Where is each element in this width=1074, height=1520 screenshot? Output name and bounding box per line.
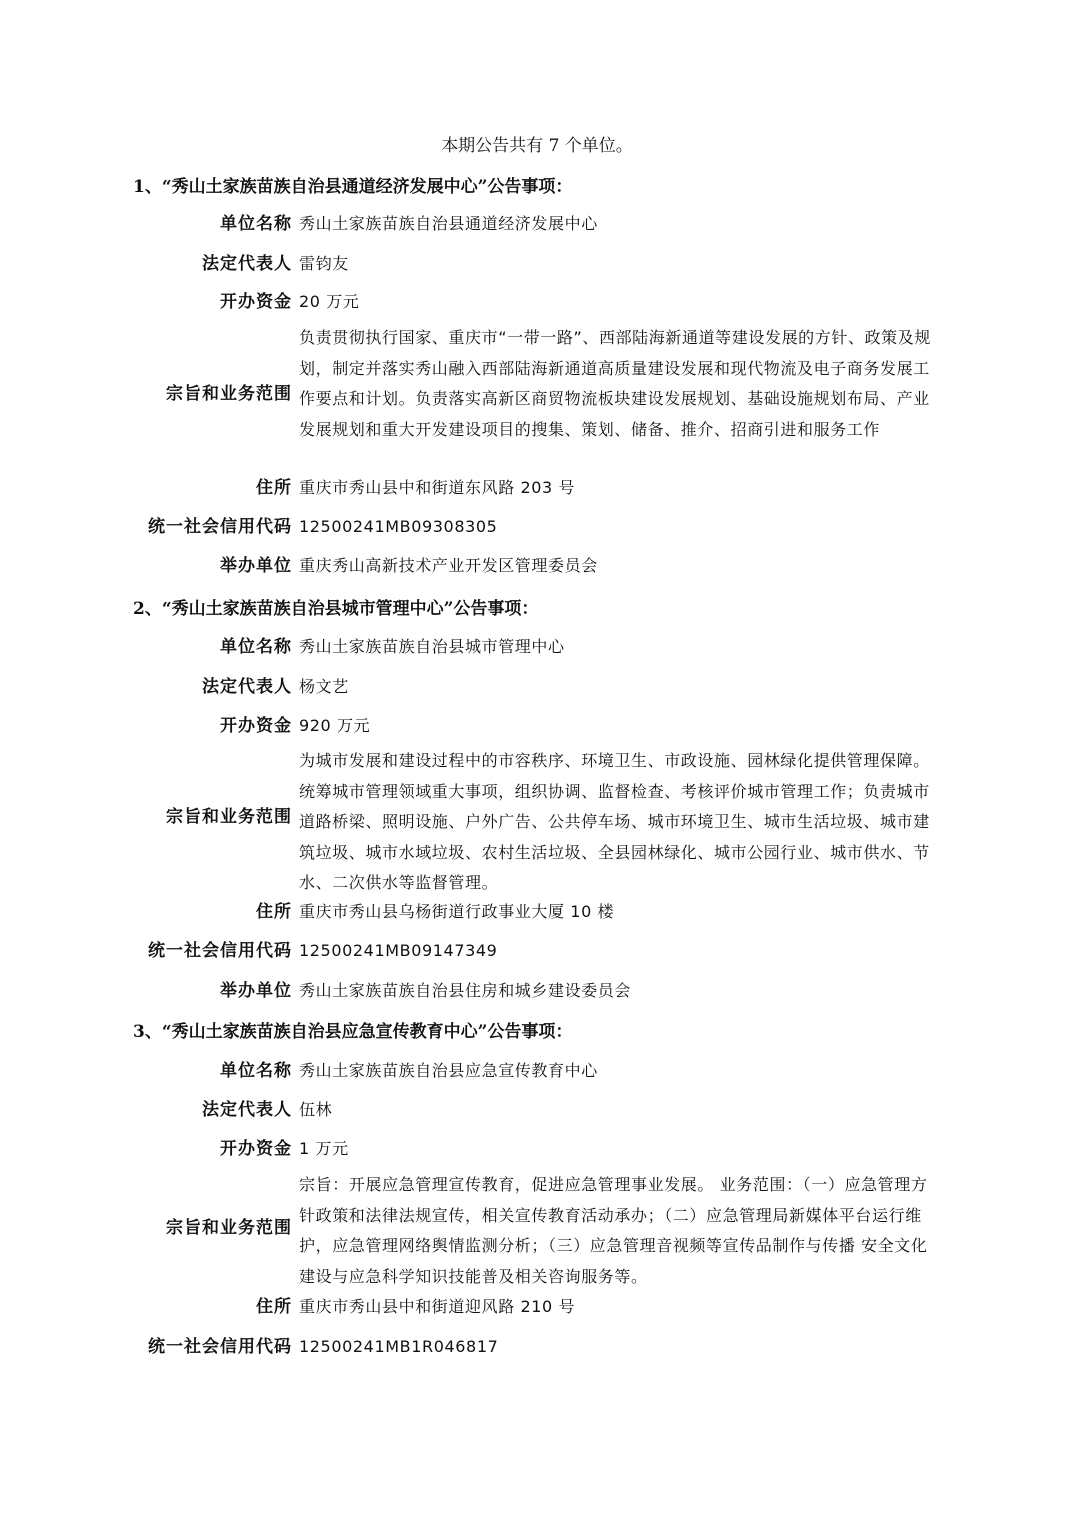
field-label: 统一社会信用代码 [148,517,292,537]
field-value: 负责贯彻执行国家、重庆市“一带一路”、西部陆海新通道等建设发展的方针、政策及规划，制定并落实秀山融入西部陆海新通道高质量建设发展和现代物流及电子商务发展工作要点和计划。负责落实高新区商贸物流板块建设发展规划、基础设施规划布局、产业发展规划和重大开发建设项目的搜集、策划、储备、推介、招商引进和服务工作 [299,328,931,439]
field-value: 重庆市秀山县乌杨街道行政事业大厦 10 楼 [299,902,615,921]
field-label: 单位名称 [220,1061,292,1081]
field-label: 单位名称 [220,214,292,234]
field-label: 住所 [256,902,292,922]
field-value: 重庆秀山高新技术产业开发区管理委员会 [299,556,598,575]
field-label: 住所 [256,1297,292,1317]
field-label: 开办资金 [220,292,292,312]
field-value: 秀山土家族苗族自治县住房和城乡建设委员会 [299,981,632,1000]
field-label: 宗旨和业务范围 [166,1218,292,1238]
field-label: 住所 [256,478,292,498]
field-label: 举办单位 [220,556,292,576]
field-label: 宗旨和业务范围 [166,384,292,404]
field-value: 秀山土家族苗族自治县城市管理中心 [299,637,565,656]
field-label: 开办资金 [220,716,292,736]
field-label: 统一社会信用代码 [148,1337,292,1357]
field-value: 宗旨：开展应急管理宣传教育，促进应急管理事业发展。 业务范围：（一）应急管理方针政策和法律法规宣传，相关宣传教育活动承办；（二）应急管理局新媒体平台运行维护，应急管理网络舆情监测分析；（三）应急管理音视频等宣传品制作与传播 安全文化建设与应急科学知识技能普及相关咨询服务等。 [299,1175,928,1286]
field-value: 12500241MB09308305 [299,517,498,536]
field-value: 重庆市秀山县中和街道迎风路 210 号 [299,1297,576,1316]
field-label: 法定代表人 [202,1100,292,1120]
field-label: 开办资金 [220,1139,292,1159]
field-value: 为城市发展和建设过程中的市容秩序、环境卫生、市政设施、园林绿化提供管理保障。统筹城市管理领域重大事项，组织协调、监督检查、考核评价城市管理工作；负责城市道路桥梁、照明设施、户外广告、公共停车场、城市环境卫生、城市生活垃圾、城市建筑垃圾、城市水域垃圾、农村生活垃圾、全县园林绿化、城市公园行业、城市供水、节水、二次供水等监督管理。 [299,751,930,892]
field-label: 举办单位 [220,981,292,1001]
field-value: 重庆市秀山县中和街道东风路 203 号 [299,478,576,497]
field-value: 920 万元 [299,716,371,735]
field-value: 12500241MB1R046817 [299,1337,499,1356]
field-value: 1 万元 [299,1139,349,1158]
field-value: 12500241MB09147349 [299,941,498,960]
field-label: 法定代表人 [202,254,292,274]
section-title: 1、“秀山土家族苗族自治县通道经济发展中心”公告事项： [133,177,573,197]
field-label: 单位名称 [220,637,292,657]
field-label: 统一社会信用代码 [148,941,292,961]
field-value: 秀山土家族苗族自治县应急宣传教育中心 [299,1061,598,1080]
intro-text: 本期公告共有 7 个单位。 [441,136,633,156]
field-value: 雷钧友 [299,254,349,273]
field-value: 杨文艺 [299,677,349,696]
section-title: 2、“秀山土家族苗族自治县城市管理中心”公告事项： [133,599,539,619]
field-label: 宗旨和业务范围 [166,807,292,827]
field-value: 伍林 [299,1100,333,1119]
section-title: 3、“秀山土家族苗族自治县应急宣传教育中心”公告事项： [133,1022,573,1042]
field-value: 秀山土家族苗族自治县通道经济发展中心 [299,214,598,233]
field-value: 20 万元 [299,292,360,311]
field-label: 法定代表人 [202,677,292,697]
